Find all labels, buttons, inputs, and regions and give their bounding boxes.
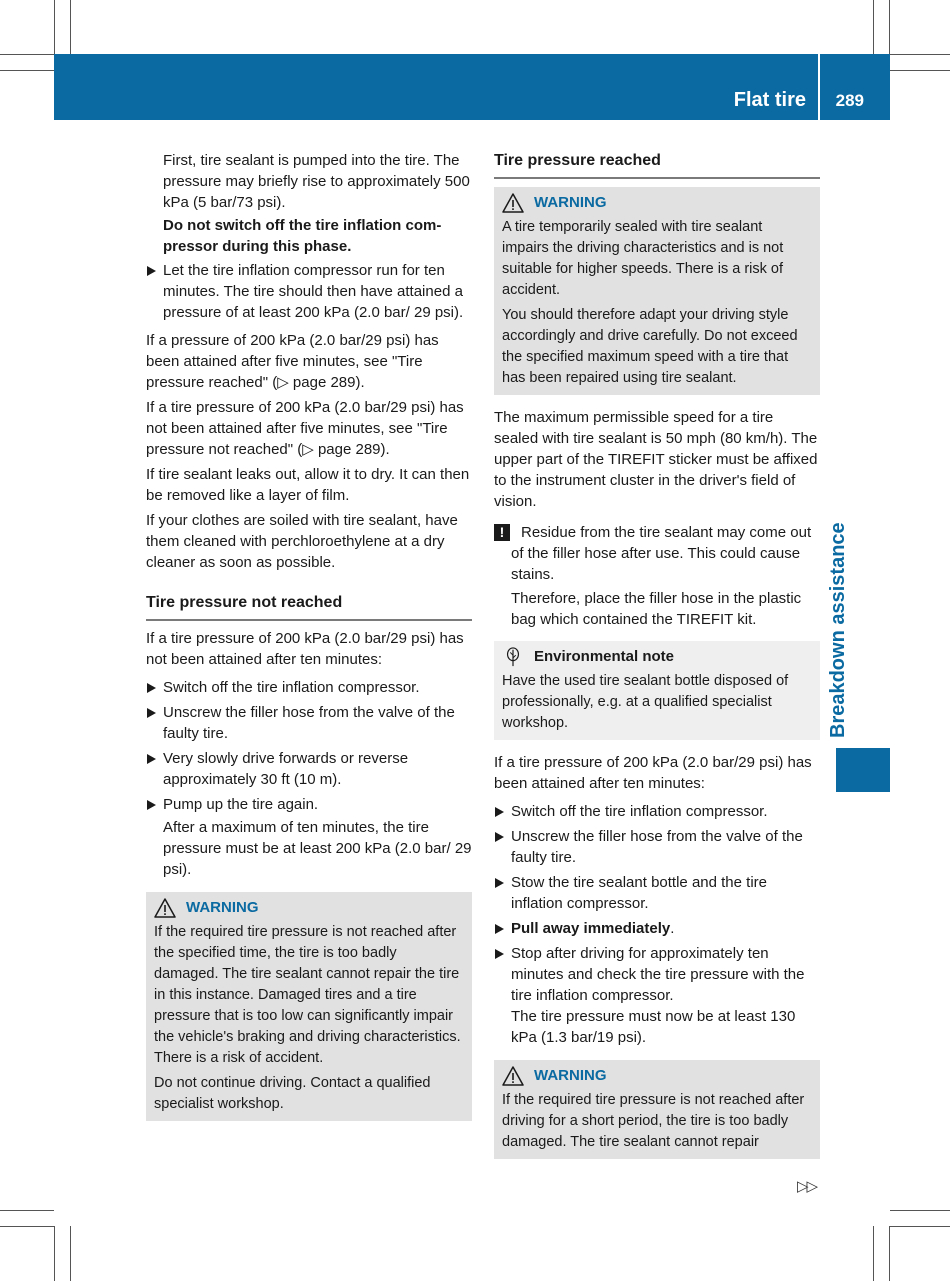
step-result: After a maximum of ten minutes, the tire pressure must be at least 200 kPa (2.0 bar/ 29 psi). xyxy=(163,819,472,878)
crop-mark xyxy=(873,0,874,54)
warning-label: WARNING xyxy=(186,899,259,916)
section-heading: Tire pressure reached xyxy=(494,150,820,179)
crop-mark xyxy=(889,1226,890,1281)
warning-triangle-icon xyxy=(154,898,176,918)
notice-text: Therefore, place the filler hose in the plastic bag which contained the TIREFIT kit. xyxy=(511,590,802,628)
crop-mark xyxy=(890,54,950,55)
crop-mark xyxy=(0,1210,54,1211)
paragraph: If tire sealant leaks out, allow it to dry. It can then be removed like a layer of film. xyxy=(146,466,470,504)
step-result: The tire pressure must now be at least 130 kPa (1.3 bar/19 psi). xyxy=(511,1008,796,1046)
crop-mark xyxy=(54,1226,55,1281)
intro-bold-text: Do not switch off the tire inflation compressor during this phase. xyxy=(163,217,442,255)
section-tab-marker xyxy=(836,748,890,792)
crop-mark xyxy=(890,70,950,71)
warning-box xyxy=(494,187,820,395)
page-title: Flat tire xyxy=(733,89,806,111)
crop-mark xyxy=(0,54,54,55)
paragraph: If a tire pressure of 200 kPa (2.0 bar/29 psi) has not been attained after ten minutes: xyxy=(146,630,464,668)
right-column xyxy=(494,150,820,1159)
crop-mark xyxy=(889,0,890,54)
warning-box xyxy=(494,1060,820,1159)
left-column xyxy=(146,150,472,1121)
crop-mark xyxy=(0,70,54,71)
notice-text: Residue from the tire sealant may come out of the filler hose after use. This could cause stains. xyxy=(511,524,812,583)
warning-triangle-icon xyxy=(502,193,524,213)
continue-arrows-icon: ▷▷ xyxy=(797,1178,817,1195)
instruction-step: Unscrew the filler hose from the valve of the faulty tire. xyxy=(146,702,472,744)
crop-mark xyxy=(0,1226,54,1227)
warning-header xyxy=(154,897,464,919)
warning-triangle-icon xyxy=(502,1066,524,1086)
page-number: 289 xyxy=(835,91,864,110)
warning-label: WARNING xyxy=(534,194,607,211)
warning-header xyxy=(502,1065,812,1087)
instruction-step xyxy=(494,943,820,1048)
instruction-step: Stow the tire sealant bottle and the tire inflation compressor. xyxy=(494,872,820,914)
warning-text: If the required tire pressure is not reached after driving for a short period, the tire is too badly damaged. The tire sealant cannot repair xyxy=(502,1092,805,1150)
warning-header xyxy=(502,192,812,214)
warning-label: WARNING xyxy=(534,1067,607,1084)
page-header xyxy=(54,54,890,120)
crop-mark xyxy=(890,1226,950,1227)
step-text: Stop after driving for approximately ten minutes and check the tire pressure with the tire inflation compressor. xyxy=(511,945,805,1004)
instruction-step xyxy=(494,918,820,939)
paragraph: If your clothes are soiled with tire sealant, have them cleaned with perchloroethylene at a dry cleaner as soon as possible. xyxy=(146,512,458,571)
warning-text: You should therefore adapt your driving style accordingly and drive carefully. Do not exceed the specified maximum speed with a tire that has been repaired using tire sealant. xyxy=(502,307,798,386)
instruction-step: Switch off the tire inflation compressor. xyxy=(146,677,472,698)
instruction-step: Unscrew the filler hose from the valve of the faulty tire. xyxy=(494,826,820,868)
paragraph: The maximum permissible speed for a tire sealed with tire sealant is 50 mph (80 km/h). The upper part of the TIREFIT sticker must be affixed to the instrument cluster in the driver's field of vision. xyxy=(494,409,818,510)
step-bold-suffix: . xyxy=(670,920,675,937)
paragraph: If a pressure of 200 kPa (2.0 bar/29 psi) has been attained after five minutes, see "Tire pressure reached" (▷ page 289). xyxy=(146,332,439,391)
environmental-note-header xyxy=(502,646,812,668)
step-bold-text: Pull away immediately xyxy=(511,920,671,937)
warning-text: Do not continue driving. Contact a qualified specialist workshop. xyxy=(154,1075,431,1112)
damage-notice xyxy=(494,522,820,630)
header-divider xyxy=(818,54,820,120)
section-tab-label: Breakdown assistance xyxy=(827,522,849,738)
warning-text: If the required tire pressure is not reached after the specified time, the tire is too badly damaged. The tire sealant cannot repair the tire in this instance. Damaged tires and a tire pressure that is too low can significantly impair the vehicle's braking and driving characteristics. There is a risk of accident. xyxy=(154,924,461,1066)
environmental-note-box xyxy=(494,641,820,740)
paragraph: If a tire pressure of 200 kPa (2.0 bar/29 psi) has been attained after ten minutes: xyxy=(494,754,812,792)
instruction-step: Very slowly drive forwards or reverse approximately 30 ft (10 m). xyxy=(146,748,472,790)
intro-text: First, tire sealant is pumped into the tire. The pressure may briefly rise to approximately 500 kPa (5 bar/73 psi). xyxy=(163,152,470,211)
instruction-step: Let the tire inflation compressor run for ten minutes. The tire should then have attained a pressure of at least 200 kPa (2.0 bar/ 29 psi). xyxy=(146,260,472,323)
crop-mark xyxy=(70,0,71,54)
crop-mark xyxy=(54,0,55,54)
paragraph: If a tire pressure of 200 kPa (2.0 bar/29 psi) has not been attained after five minutes, see "Tire pressure not reached" (▷ page 289). xyxy=(146,399,464,458)
environmental-note-label: Environmental note xyxy=(534,648,675,665)
warning-text: A tire temporarily sealed with tire sealant impairs the driving characteristics and is not suitable for higher speeds. There is a risk of accident. xyxy=(502,219,784,298)
instruction-step: Switch off the tire inflation compressor. xyxy=(494,801,820,822)
warning-box xyxy=(146,892,472,1121)
instruction-step: Pump up the tire again. xyxy=(146,794,472,815)
crop-mark xyxy=(70,1226,71,1281)
crop-mark xyxy=(873,1226,874,1281)
section-heading: Tire pressure not reached xyxy=(146,592,472,621)
exclamation-icon: ! xyxy=(494,524,510,541)
environmental-note-text: Have the used tire sealant bottle disposed of professionally, e.g. at a qualified specialist workshop. xyxy=(502,673,789,731)
leaf-icon xyxy=(502,647,524,667)
crop-mark xyxy=(890,1210,950,1211)
